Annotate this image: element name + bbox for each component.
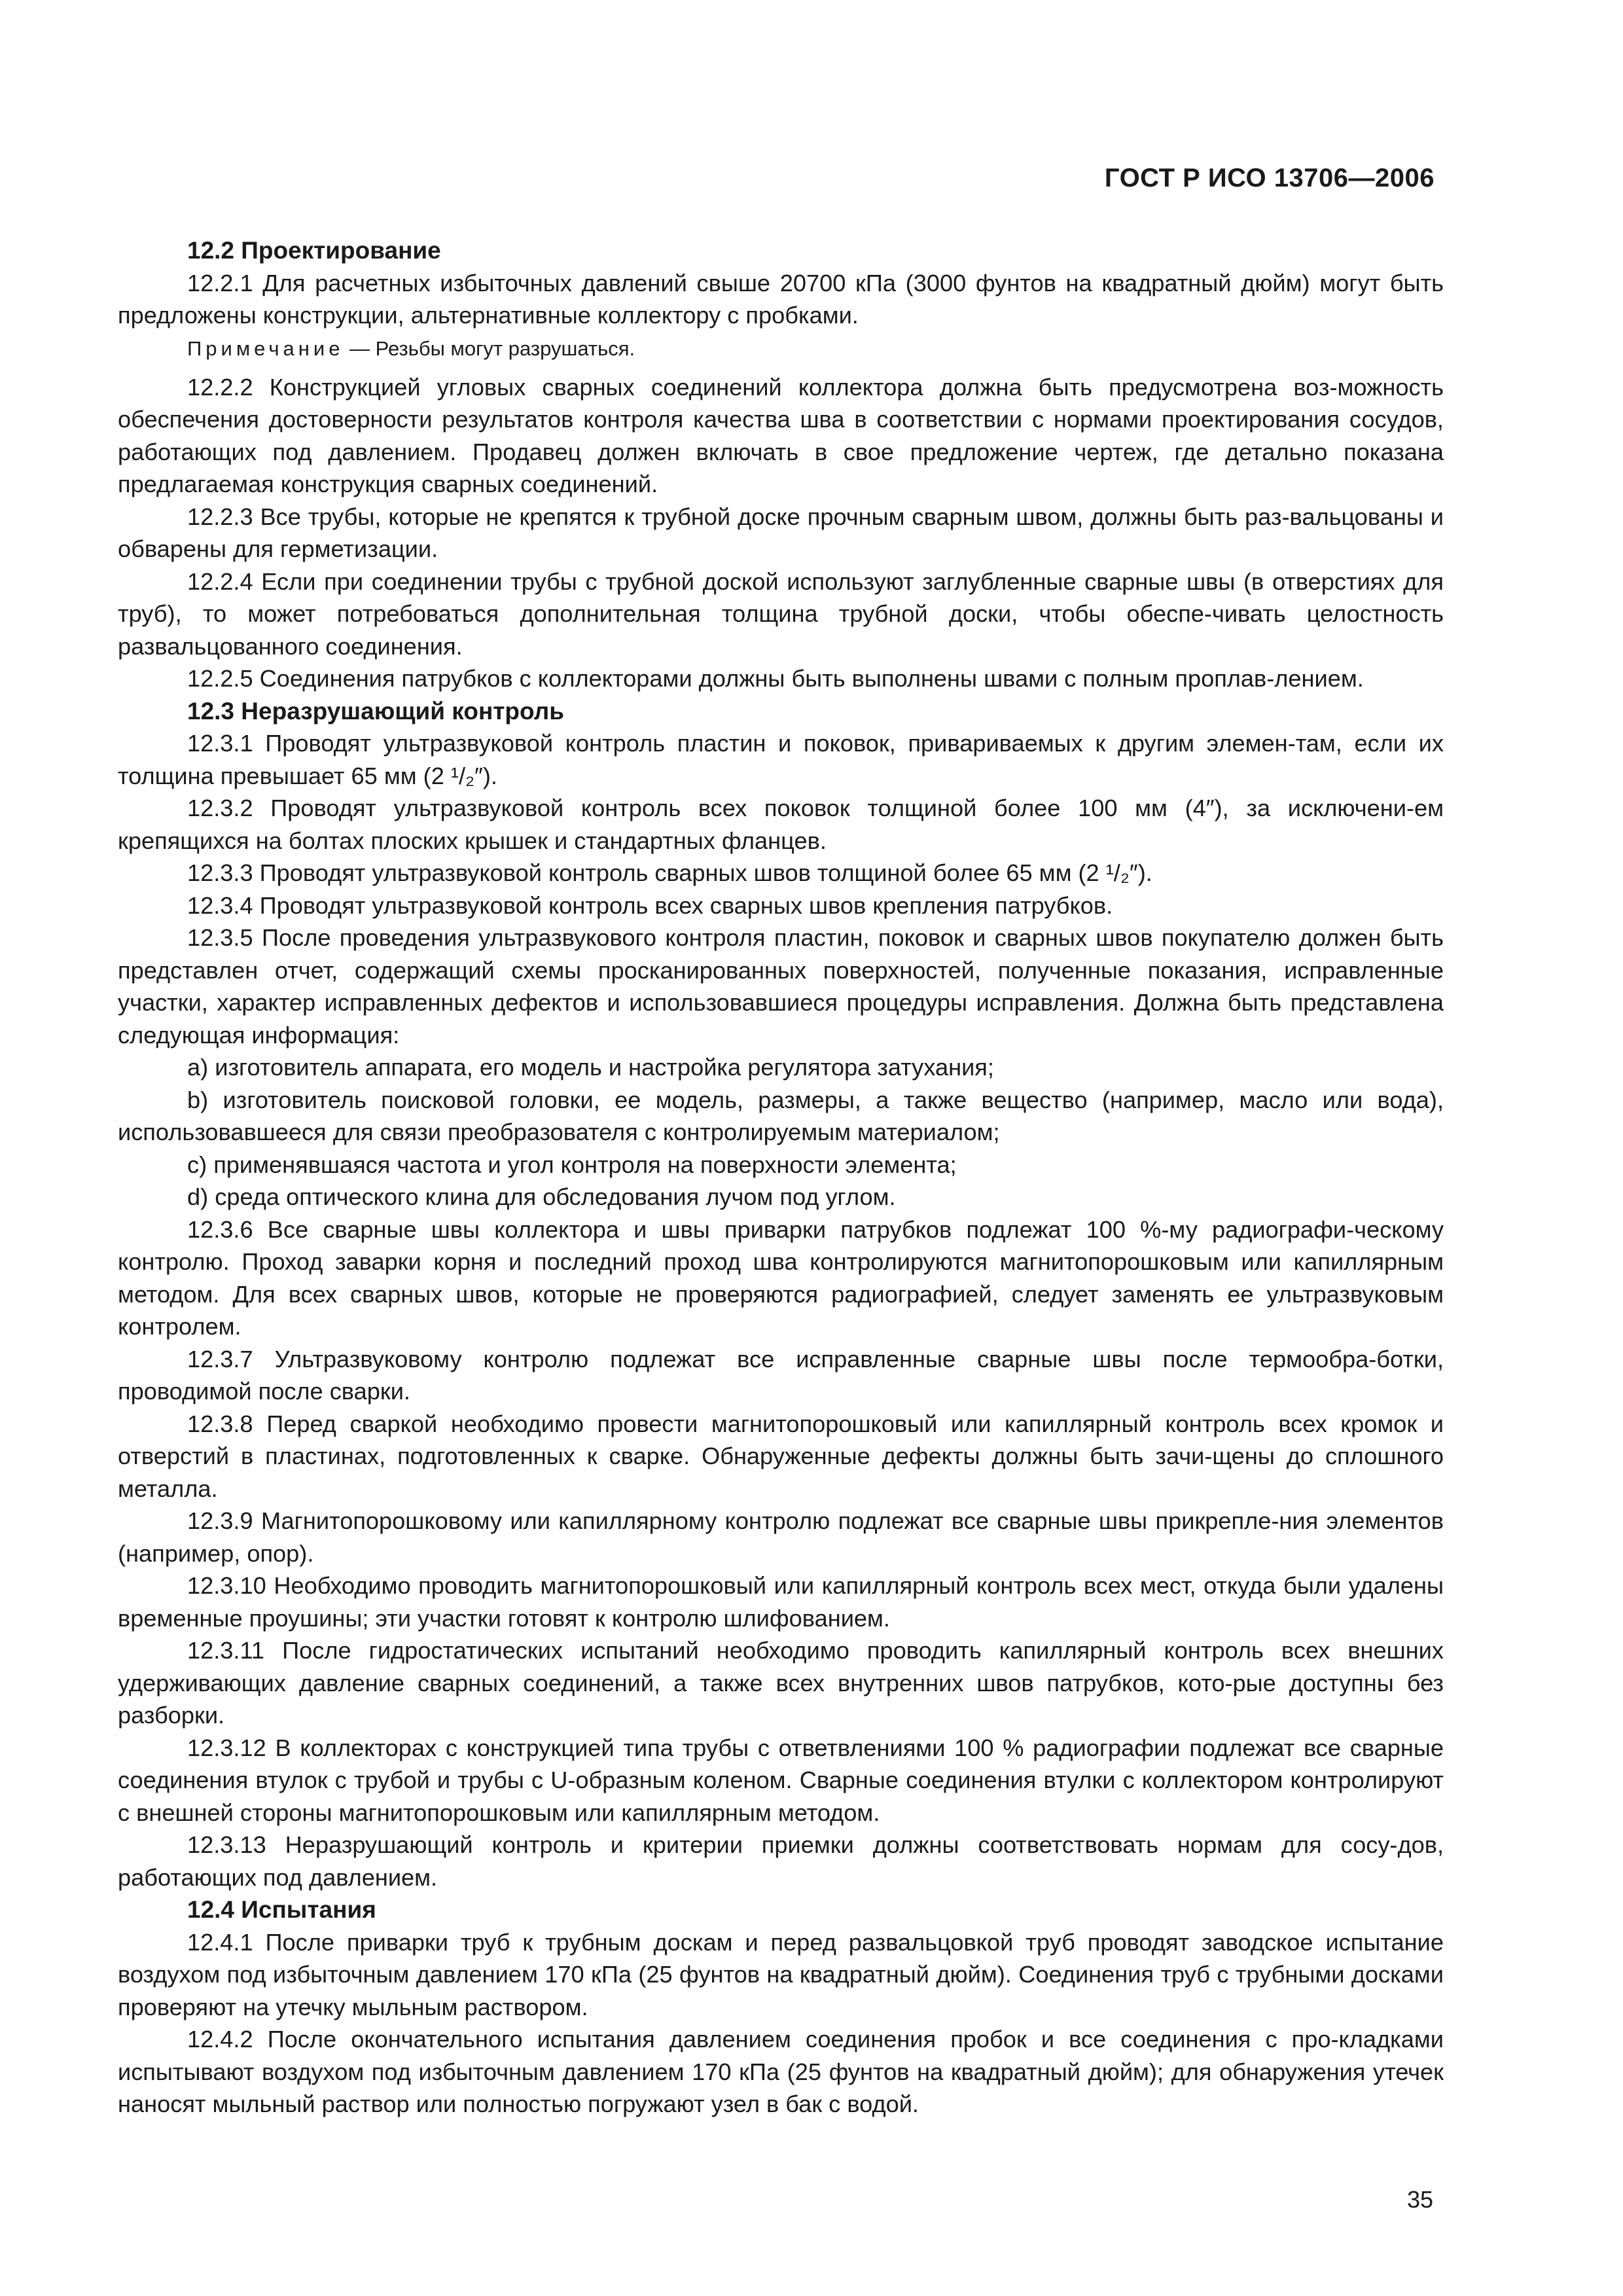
main-content — [118, 234, 1444, 2121]
paragraph-12-2-4: 12.2.4 Если при соединении трубы с трубной доской используют заглубленные сварные швы (в отверстиях для труб), то может потребоваться дополнительная толщина трубной доски, чтобы обеспе-чивать целостность развальцованного соединения. — [118, 567, 1444, 660]
section-12-4-heading: 12.4 Испытания — [187, 1896, 376, 1923]
section-12-2-heading: 12.2 Проектирование — [187, 237, 441, 264]
paragraph-12-3-10: 12.3.10 Необходимо проводить магнитопорошковый или капиллярный контроль всех мест, откуда были удалены временные проушины; эти участки готовят к контролю шлифованием. — [118, 1572, 1444, 1632]
paragraph-12-3-1: 12.3.1 Проводят ультразвуковой контроль пластин и поковок, привариваемых к другим элемен-там, если их толщина превышает 65 мм (2 ¹/₂″). — [118, 730, 1444, 789]
list-item-d: d) среда оптического клина для обследования лучом под углом. — [187, 1183, 896, 1210]
standard-header: ГОСТ Р ИСО 13706—2006 — [1104, 164, 1435, 192]
section-12-3-heading: 12.3 Неразрушающий контроль — [187, 697, 564, 725]
note — [118, 334, 1444, 363]
paragraph-12-3-2: 12.3.2 Проводят ультразвуковой контроль всех поковок толщиной более 100 мм (4″), за исключени-ем крепящихся на болтах плоских крышек и стандартных фланцев. — [118, 795, 1444, 854]
paragraph-12-3-7: 12.3.7 Ультразвуковому контролю подлежат все исправленные сварные швы после термообра-ботки, проводимой после сварки. — [118, 1345, 1444, 1405]
paragraph-12-3-11: 12.3.11 После гидростатических испытаний необходимо проводить капиллярный контроль всех внешних удерживающих давление сварных соединений, а также всех внутренних швов патрубков, кото-рые доступны без разборки. — [118, 1637, 1444, 1729]
list-item-b: b) изготовитель поисковой головки, ее модель, размеры, а также вещество (например, масло или вода), использовавшееся для связи преобразователя с контролируемым материалом; — [118, 1086, 1444, 1145]
list-item-c: c) применявшаяся частота и угол контроля на поверхности элемента; — [187, 1151, 957, 1178]
paragraph-12-2-1: 12.2.1 Для расчетных избыточных давлений свыше 20700 кПа (3000 фунтов на квадратный дюйм) могут быть предложены конструкции, альтернативные коллектору с пробками. — [118, 269, 1444, 329]
note-label: Примечание — [187, 336, 344, 360]
list-item-a: a) изготовитель аппарата, его модель и настройка регулятора затухания; — [187, 1054, 994, 1081]
paragraph-12-3-5: 12.3.5 После проведения ультразвукового контроля пластин, поковок и сварных швов покупателю должен быть представлен отчет, содержащий схемы просканированных поверхностей, полученные показания, исправленные участки, характер исправленных дефектов и использовавшиеся процедуры исправления. Должна быть представлена следующая информация: — [118, 924, 1444, 1049]
paragraph-12-2-5: 12.2.5 Соединения патрубков с коллекторами должны быть выполнены швами с полным проплав-лением. — [187, 665, 1364, 692]
note-text: — Резьбы могут разрушаться. — [344, 336, 635, 360]
page-number: 35 — [1406, 2186, 1433, 2213]
paragraph-12-3-4: 12.3.4 Проводят ультразвуковой контроль всех сварных швов крепления патрубков. — [187, 891, 1113, 919]
paragraph-12-2-2: 12.2.2 Конструкцией угловых сварных соединений коллектора должна быть предусмотрена воз-можность обеспечения достоверности результатов контроля качества шва в соответствии с нормами проектирования сосудов, работающих под давлением. Продавец должен включать в свое предложение чертеж, где детально показана предлагаемая конструкция сварных соединений. — [118, 373, 1444, 497]
paragraph-12-2-3: 12.2.3 Все трубы, которые не крепятся к трубной доске прочным сварным швом, должны быть раз-вальцованы и обварены для герметизации. — [118, 503, 1444, 562]
paragraph-12-3-6: 12.3.6 Все сварные швы коллектора и швы приварки патрубков подлежат 100 %-му радиографи-ческому контролю. Проход заварки корня и последний проход шва контролируются магнитопорошковым или капиллярным методом. Для всех сварных швов, которые не проверяются радиографией, следует заменять ее ультразвуковым контролем. — [118, 1215, 1444, 1340]
paragraph-12-4-1: 12.4.1 После приварки труб к трубным доскам и перед развальцовкой труб проводят заводское испытание воздухом под избыточным давлением 170 кПа (25 фунтов на квадратный дюйм). Соединения труб с трубными досками проверяют на утечку мыльным раствором. — [118, 1928, 1444, 2020]
paragraph-12-4-2: 12.4.2 После окончательного испытания давлением соединения пробок и все соединения с про-кладками испытывают воздухом под избыточным давлением 170 кПа (25 фунтов на квадратный дюйм); для обнаружения утечек наносят мыльный раствор или полностью погружают узел в бак с водой. — [118, 2026, 1444, 2117]
paragraph-12-3-13: 12.3.13 Неразрушающий контроль и критерии приемки должны соответствовать нормам для сосу-дов, работающих под давлением. — [118, 1831, 1444, 1891]
paragraph-12-3-3: 12.3.3 Проводят ультразвуковой контроль сварных швов толщиной более 65 мм (2 ¹/₂″). — [187, 859, 1152, 886]
paragraph-12-3-8: 12.3.8 Перед сваркой необходимо провести магнитопорошковый или капиллярный контроль всех кромок и отверстий в пластинах, подготовленных к сварке. Обнаруженные дефекты должны быть зачи-щены до сплошного металла. — [118, 1410, 1444, 1502]
paragraph-12-3-9: 12.3.9 Магнитопорошковому или капиллярному контролю подлежат все сварные швы прикрепле-ния элементов (например, опор). — [118, 1507, 1444, 1567]
paragraph-12-3-12: 12.3.12 В коллекторах с конструкцией типа трубы с ответвлениями 100 % радиографии подлежат все сварные соединения втулок с трубой и трубы с U-образным коленом. Сварные соединения втулки с коллектором контролируют с внешней стороны магнитопорошковым или капиллярным методом. — [118, 1734, 1444, 1826]
